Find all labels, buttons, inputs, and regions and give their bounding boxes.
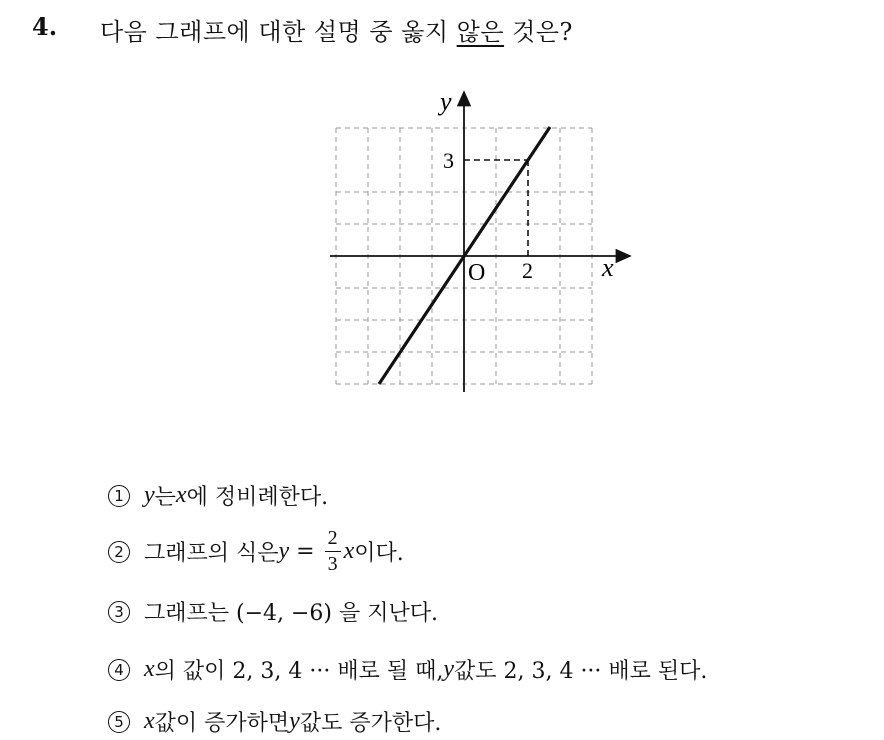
choice-text: 는 [154,485,176,510]
question-text-underlined: 않은 [456,18,505,46]
choice-text: 값이 증가하면 [154,711,290,736]
choice-4[interactable] [108,654,707,685]
choice-text: 그래프는 (−4, −6) 을 지난다. [144,601,439,626]
fraction-denominator: 3 [327,553,338,575]
choice-text: 에 정비례한다. [186,485,329,510]
choice-5[interactable] [108,706,441,737]
choice-mark-4: 4 [108,659,130,681]
y-tick-label: 3 [443,148,454,173]
choice-text: 값도 증가한다. [299,711,442,736]
choice-mark-3: 3 [108,601,130,623]
choice-text: 그래프의 식은 [144,541,279,566]
choice-var: x [175,482,187,508]
choice-mark-5: 5 [108,711,130,733]
fraction-numerator: 2 [327,527,338,549]
choice-2[interactable] [108,528,404,575]
choice-var: x [144,656,155,682]
choice-1[interactable] [108,480,328,511]
choice-mark-2: 2 [108,541,130,563]
choice-text: 값도 2, 3, 4 ··· 배로 된다. [453,659,708,684]
origin-label: O [468,260,486,286]
x-axis-label: x [602,253,614,282]
question-number: 4. [32,12,58,41]
choice-mark-1: 1 [108,485,130,507]
x-tick-label: 2 [522,258,533,283]
choice-text: 의 값이 2, 3, 4 ··· 배로 될 때, [154,659,444,684]
equals-sign: = [289,539,322,564]
question-text-before: 다음 그래프에 대한 설명 중 옳지 [100,18,457,46]
choice-var: y [289,708,300,734]
choice-var: x [144,708,155,734]
choice-var: x [343,538,355,564]
choice-var: y [278,538,290,564]
choice-var: y [144,482,155,508]
fraction-bar [325,551,341,552]
question-text-after: 것은? [504,18,573,46]
choice-var: y [443,656,454,682]
choice-3[interactable] [108,596,438,627]
fraction [325,528,341,575]
choice-text: 이다. [354,541,404,566]
y-axis-label: y [440,87,452,116]
